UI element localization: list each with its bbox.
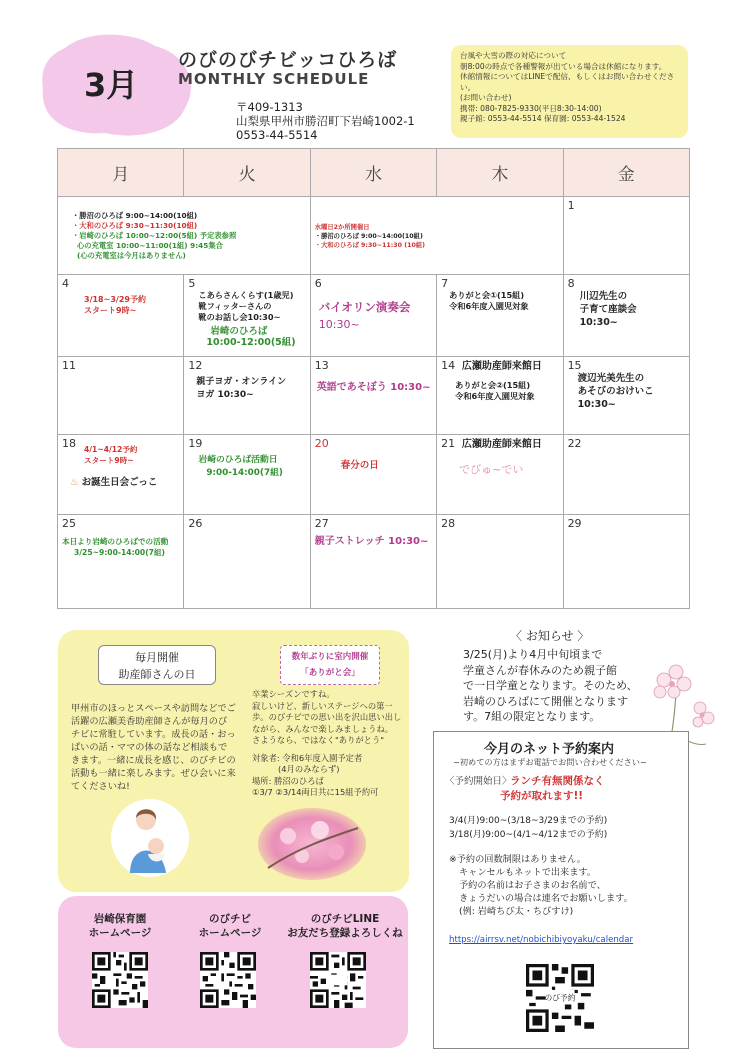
event-text: 10:30~ bbox=[579, 317, 618, 328]
calendar-cell bbox=[58, 275, 184, 357]
calendar-cell bbox=[310, 435, 436, 515]
calendar-cell bbox=[437, 435, 563, 515]
notice-line: 台風や大雪の際の対応について bbox=[460, 51, 567, 60]
day-number: 25 bbox=[62, 517, 76, 530]
qr-code-icon[interactable] bbox=[92, 952, 148, 1008]
weekday-header: 金 bbox=[563, 149, 689, 197]
news-line: す。7組の限定となります。 bbox=[463, 710, 601, 723]
reservation-start-label: 〈予約開始日〉 bbox=[445, 776, 512, 787]
news-line: 学童さんが春休みのため親子館 bbox=[463, 663, 617, 677]
day-number: 12 bbox=[188, 359, 203, 372]
day-number: 6 bbox=[314, 277, 322, 290]
weekday-header: 火 bbox=[184, 149, 310, 197]
calendar-cell bbox=[58, 357, 184, 435]
event-text: 川辺先生の bbox=[579, 291, 628, 302]
news-title: 〈 お知らせ 〉 bbox=[510, 629, 590, 643]
calendar-cell bbox=[563, 515, 689, 609]
event-text: 3/25~9:00-14:00(7組) bbox=[74, 548, 166, 557]
reservation-subtitle: ~初めての方はまずお電話でお問い合わせください~ bbox=[453, 757, 647, 767]
arigatou-title-box bbox=[280, 645, 380, 685]
link-label: お友だち登録よろしくね bbox=[287, 927, 403, 939]
calendar-cell bbox=[310, 515, 436, 609]
event-text: こあらさんくらす(1歳児) bbox=[198, 290, 294, 300]
calendar bbox=[57, 148, 690, 608]
calendar-cell bbox=[437, 515, 563, 609]
event-text: 令和6年度入園児対象 bbox=[449, 301, 529, 311]
event-text: 10:00-12:00(5組) bbox=[206, 337, 296, 348]
event-text: でびゅ~でい bbox=[459, 463, 524, 476]
weather-notice-box bbox=[451, 45, 688, 138]
link-label: ホームページ bbox=[198, 927, 262, 939]
event-text: 3/18~3/29予約 bbox=[84, 295, 146, 304]
day-number: 26 bbox=[188, 517, 203, 530]
calendar-cell bbox=[437, 357, 563, 435]
day-number: 20 bbox=[314, 437, 329, 450]
calendar-cell bbox=[310, 357, 436, 435]
reservation-link[interactable]: https://airrsv.net/nobichibiyoyaku/calendar bbox=[449, 935, 634, 945]
event-text: 10:30~ bbox=[577, 399, 616, 410]
link-label: 岩崎保育園 bbox=[93, 913, 147, 925]
reservation-notes bbox=[449, 853, 679, 918]
event-text: 靴のお話し会10:30~ bbox=[198, 312, 281, 322]
arigatou-title-line: 「ありがと会」 bbox=[300, 668, 360, 678]
arigatou-text: 寂しいけど、新しいステージへの第一歩。のびチビでの思い出を沢山思い出しながら、みんなで楽しみましょうね。 bbox=[252, 700, 402, 734]
arigatou-text: (4月のみならず) bbox=[278, 764, 340, 774]
event-text: ・勝沼のひろば 9:00~14:00(10組) bbox=[72, 211, 198, 220]
qr-label: のび予約 bbox=[544, 993, 576, 1003]
calendar-cell-info bbox=[310, 197, 563, 275]
arigatou-text: ①3/7 ②3/14両日共に15組予約可 bbox=[252, 787, 379, 797]
event-text: スタート9時~ bbox=[84, 456, 134, 465]
event-text: ありがと会①(15組) bbox=[449, 290, 525, 300]
event-text: 岩崎のひろば活動日 bbox=[198, 455, 278, 465]
event-text: お誕生日会ごっこ bbox=[81, 477, 158, 488]
news-line: 岩崎のひろばにて開催となります bbox=[463, 694, 628, 708]
reservation-highlight: ランチ有無関係なく bbox=[510, 775, 605, 787]
link-hoikuen[interactable] bbox=[70, 912, 170, 940]
day-number: 5 bbox=[188, 277, 196, 290]
event-text: 英語であそぼう 10:30~ bbox=[316, 382, 431, 393]
reservation-title: 今月のネット予約案内 bbox=[484, 742, 615, 757]
day-number: 1 bbox=[567, 199, 575, 212]
event-text: (心の充電室は今月はありません) bbox=[77, 251, 186, 260]
event-text: 靴フィッターさんの bbox=[198, 301, 272, 311]
qr-code-icon[interactable] bbox=[200, 952, 256, 1008]
event-text: 渡辺光美先生の bbox=[577, 373, 645, 384]
day-number: 18 bbox=[62, 437, 76, 450]
event-text: ・岩崎のひろば 10:00~12:00(5組) 予定表参照 bbox=[72, 231, 237, 240]
calendar-cell-info bbox=[58, 197, 311, 275]
calendar-cell bbox=[310, 275, 436, 357]
event-text: 子育て座談会 bbox=[579, 304, 637, 315]
mother-baby-illustration bbox=[110, 798, 190, 878]
notice-line: (お問い合わせ) bbox=[460, 93, 512, 102]
reservation-highlight: 予約が取れます!! bbox=[500, 790, 584, 802]
day-number: 27 bbox=[314, 517, 329, 530]
calendar-cell bbox=[563, 275, 689, 357]
calendar-cell bbox=[58, 435, 184, 515]
calendar-cell bbox=[563, 435, 689, 515]
phone-number: 0553-44-5514 bbox=[236, 128, 318, 142]
midwife-title-line: 毎月開催 bbox=[135, 651, 179, 664]
event-text: 広瀬助産師来館日 bbox=[461, 361, 542, 372]
address-line: 山梨県甲州市勝沼町下岩崎1002-1 bbox=[236, 114, 415, 128]
weekday-header: 月 bbox=[58, 149, 184, 197]
event-text: 親子ヨガ・オンライン bbox=[196, 377, 287, 387]
event-text: ・大和のひろば 9:30~11:30(10組) bbox=[72, 221, 198, 230]
day-number: 28 bbox=[441, 517, 456, 530]
day-number: 19 bbox=[188, 437, 203, 450]
day-number: 29 bbox=[567, 517, 582, 530]
event-text: ありがと会②(15組) bbox=[455, 380, 531, 390]
link-nobichibi-home[interactable] bbox=[180, 912, 280, 940]
event-text: 親子ストレッチ 10:30~ bbox=[314, 536, 429, 547]
arigatou-text: 対象者: 令和6年度入園予定者 bbox=[252, 752, 363, 763]
event-text: 4/1~4/12予約 bbox=[84, 445, 138, 454]
link-nobichibi-line[interactable] bbox=[285, 912, 405, 940]
event-text: 水曜日2か所開催日 bbox=[314, 224, 370, 231]
calendar-cell bbox=[437, 275, 563, 357]
qr-code-icon[interactable] bbox=[310, 952, 366, 1008]
event-text: バイオリン演奏会 bbox=[318, 300, 411, 314]
address-block bbox=[236, 100, 415, 142]
event-text: 令和6年度入園児対象 bbox=[455, 391, 535, 401]
day-number: 22 bbox=[567, 437, 582, 450]
reservation-date: 3/4(月)9:00~(3/18~3/29までの予約) bbox=[449, 816, 608, 826]
event-text: 10:30~ bbox=[318, 318, 360, 331]
day-number: 8 bbox=[567, 277, 575, 290]
event-text: あそびのおけいこ bbox=[577, 386, 654, 397]
calendar-cell bbox=[563, 357, 689, 435]
calendar-cell bbox=[184, 357, 310, 435]
page-subtitle: MONTHLY SCHEDULE bbox=[178, 70, 370, 88]
event-text: 岩崎のひろば bbox=[210, 326, 268, 337]
reservation-note: きょうだいの場合は連名でお願いします。 bbox=[459, 893, 633, 904]
calendar-cell bbox=[184, 435, 310, 515]
reservation-note: (例: 岩崎ちび太・ちびすけ) bbox=[459, 906, 574, 917]
page-title: のびのびチビッコひろば bbox=[178, 49, 398, 71]
news-line: で一日学童となります。そのため、 bbox=[463, 679, 638, 692]
month-title: 3月 bbox=[84, 66, 139, 104]
event-text: 本日より岩崎のひろばでの活動 bbox=[62, 537, 169, 546]
arigatou-text: さようなら、ではなく"ありがとう" bbox=[252, 735, 385, 745]
day-number: 4 bbox=[62, 277, 69, 290]
link-label: のびチビ bbox=[209, 913, 251, 925]
calendar-cell bbox=[58, 515, 184, 609]
weekday-header: 水 bbox=[310, 149, 436, 197]
link-label: ホームページ bbox=[88, 927, 152, 939]
event-text: 広瀬助産師来館日 bbox=[461, 439, 542, 450]
calendar-cell bbox=[184, 515, 310, 609]
event-text: スタート9時~ bbox=[84, 306, 137, 315]
notice-line: 朝8:00の時点で各種警報が出ている場合は休館になります。 bbox=[460, 61, 667, 71]
cherry-blossom-photo bbox=[258, 808, 366, 880]
midwife-title-box bbox=[98, 645, 216, 685]
event-text: ・大和のひろば 9:30~11:30 (10組) bbox=[314, 242, 426, 249]
arigatou-description bbox=[252, 689, 402, 799]
day-number: 21 bbox=[441, 437, 456, 450]
arigatou-text: 場所: 勝沼のひろば bbox=[252, 775, 324, 786]
day-number: 11 bbox=[62, 359, 76, 372]
event-text: 心の充電室 10:00~11:00(1組) 9:45集合 bbox=[77, 241, 223, 250]
reservation-note: 予約の名前はお子さまのお名前で、 bbox=[459, 880, 606, 891]
notice-line: 携帯: 080-7825-9330(平日8:30-14:00) bbox=[460, 103, 602, 113]
calendar-cell bbox=[184, 275, 310, 357]
reservation-note: キャンセルもネットで出来ます。 bbox=[459, 867, 597, 878]
notice-line: 親子館: 0553-44-5514 保育園: 0553-44-1524 bbox=[460, 114, 626, 123]
day-number: 13 bbox=[314, 359, 329, 372]
reservation-qr-code-icon[interactable] bbox=[526, 964, 594, 1032]
arigatou-text: 卒業シーズンですね。 bbox=[252, 689, 335, 699]
news-line: 3/25(月)より4月中旬頃まで bbox=[463, 648, 603, 661]
notice-line: 休館情報についてはLINEで配信、もしくはお問い合わせください。 bbox=[460, 72, 675, 92]
arigatou-title-line: 数年ぶりに室内開催 bbox=[291, 652, 369, 662]
holiday-label: 春分の日 bbox=[340, 460, 379, 471]
event-text: 9:00-14:00(7組) bbox=[206, 468, 283, 478]
weekday-header: 木 bbox=[437, 149, 563, 197]
reservation-date: 3/18(月)9:00~(4/1~4/12までの予約) bbox=[449, 830, 608, 840]
calendar-cell bbox=[563, 197, 689, 275]
day-number: 15 bbox=[567, 359, 582, 372]
day-number: 7 bbox=[441, 277, 449, 290]
midwife-title-line: 助産師さんの日 bbox=[118, 668, 196, 681]
reservation-note: ※予約の回数制限はありません。 bbox=[449, 854, 586, 865]
cake-icon: ♨ bbox=[70, 477, 79, 488]
day-number: 14 bbox=[441, 359, 456, 372]
event-text: ヨガ 10:30~ bbox=[196, 390, 254, 400]
midwife-description: 甲州市のほっとスペースや訪問などでご活躍の広瀬美香助産師さんが毎月のびチビに常駐しています。成長の話・おっぱいの話・ママの体の話など相談もできます。一緒に成長を感じ、のびチビの活動も一緒に楽しみます。ぜひ会いに来てくださいね! bbox=[71, 703, 236, 792]
postal-code: 〒409-1313 bbox=[236, 100, 303, 114]
event-text: ・勝沼のひろば 9:00~14:00(10組) bbox=[314, 233, 423, 240]
link-label: のびチビLINE bbox=[310, 913, 380, 925]
